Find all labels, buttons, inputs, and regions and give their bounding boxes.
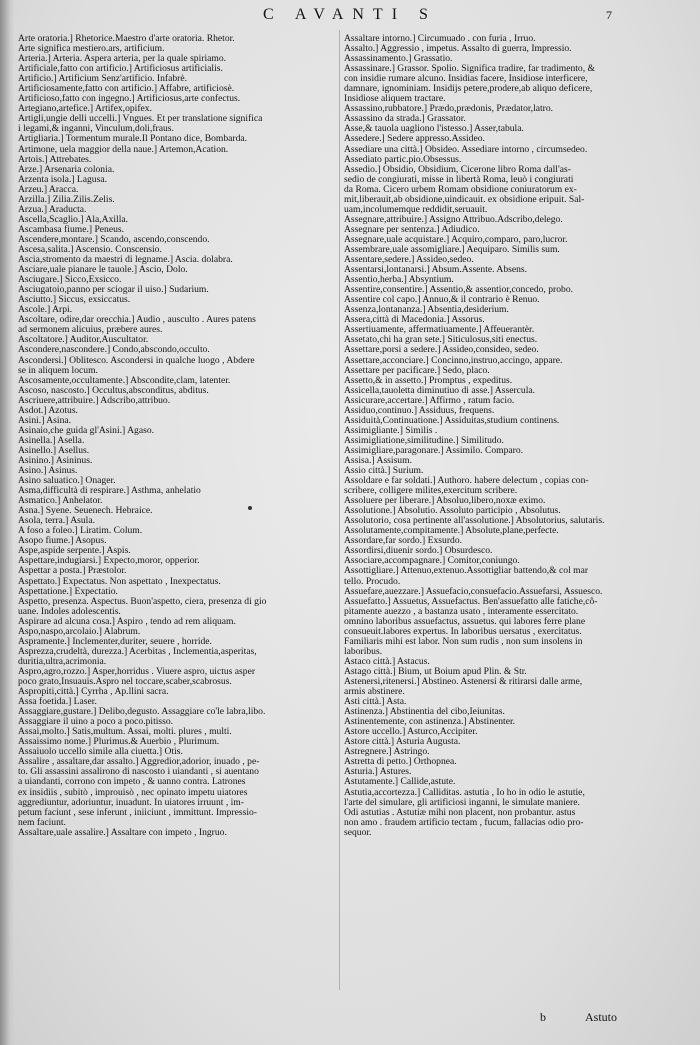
page-number: 7 <box>606 8 612 22</box>
dictionary-entry: Ascendere,montare.] Scando, ascendo,conscendo. <box>18 234 210 245</box>
dictionary-entry: Assentire,consentire.] Assentio,& assentior,concedo, probo. <box>344 285 574 296</box>
dictionary-entry: uane. Indoles adolescentis. <box>18 606 121 617</box>
ink-speck <box>248 506 252 510</box>
dictionary-entry: l'arte del simulare, gli artificiosi inganni, le simulate maniere. <box>344 797 580 808</box>
dictionary-entry: Asturia.] Astures. <box>344 767 412 778</box>
dictionary-entry: consueuit.labores expertus. In laboribus uersatus , exercitatus. <box>344 626 582 637</box>
dictionary-entry: Assediare una città.] Obsideo. Assediare intorno , circumsedeo. <box>344 144 588 155</box>
dictionary-entry: Aspropiti,città.] Cyrrha , Ap.llini sacra. <box>18 687 169 698</box>
dictionary-entry: Assicella,tauoletta diminutiuo di asse.] Assercula. <box>344 385 536 396</box>
dictionary-entry: Artificiosamente,fatto con artificio.] Affabre, artificiosè. <box>18 84 235 95</box>
dictionary-entry: Astutamente.] Callide,astute. <box>344 777 456 788</box>
dictionary-entry: non amo . fraudem artificio tectam , fucum, fallacias odio pro- <box>344 817 584 828</box>
dictionary-entry: Arte significa mestiero.ars, artificium. <box>18 44 165 55</box>
dictionary-entry: Assolutione.] Absolutio. Assoluto participio , Absolutus. <box>344 506 561 517</box>
dictionary-entry: Astenersi,ritenersi.] Abstineo. Astenersi & ritirarsi dalle arme, <box>344 677 583 687</box>
dictionary-entry: Asinino.] Asininus. <box>18 455 93 466</box>
dictionary-entry: Aspe,aspide serpente.] Aspis. <box>18 546 131 557</box>
column-divider <box>339 30 340 990</box>
dictionary-entry: Assio città.] Surium. <box>344 466 424 477</box>
dictionary-entry: Arzilla.] Zilia.Zilis.Zelis. <box>18 194 115 205</box>
dictionary-entry: Artificio.] Artificium Senz'artificio. Infabrè. <box>18 74 188 85</box>
dictionary-entry: Assettare,acconciare.] Concinno,instruo,accingo, appare. <box>344 355 563 366</box>
dictionary-entry: Asciugatoio,panno per sciogar il uiso.] Sudarium. <box>18 285 209 296</box>
dictionary-entry: Assaltare,uale assalire.] Assaltare con impeto , Ingruo. <box>18 827 227 838</box>
dictionary-entry: Assenza,lontananza.] Absentia,desiderium. <box>344 305 509 316</box>
dictionary-entry: Ascriuere,attribuire.] Adscribo,attribuo. <box>18 395 171 406</box>
dictionary-entry: Aspro,agro,rozzo.] Asper,horridus . Viuere aspro, uictus asper <box>18 666 256 677</box>
dictionary-entry: Astutia,accortezza.] Calliditas. astutia , Io ho in odio le astutie, <box>344 787 585 798</box>
dictionary-entry: Asprezza,crudeltà, durezza.] Acerbitas , Inclementia,asperitas, <box>18 646 257 657</box>
dictionary-entry: Artois.] Attrebates. <box>18 154 92 165</box>
dictionary-entry: Assentare,sedere.] Assideo,sedeo. <box>344 255 474 266</box>
dictionary-entry: Asinaio,che guida gl'Asini.] Agaso. <box>18 425 155 436</box>
binding-gutter <box>0 0 14 1045</box>
dictionary-entry: mit,liberauit,ab obsidione,uindicauit. ex obsidione eripuit. Sal- <box>344 194 585 205</box>
dictionary-entry: Asciare,uale pianare le tauole.] Ascio, Dolo. <box>18 265 188 276</box>
dictionary-entry: Assassino,rubbatore.] Prædo,prædonis, Prædator,latro. <box>344 104 554 115</box>
dictionary-entry: damnare, ignominiam. Insidijs petere,prodere,ab aliquo deficere, <box>344 84 593 95</box>
dictionary-entry: aggrediuntur, adoriuntur, inuadunt. In uiatores irruunt , im- <box>18 797 244 808</box>
dictionary-entry: Asna.] Syene. Seuenech. Hebraice. <box>18 506 153 517</box>
dictionary-entry: Asma,difficultà di respirare.] Asthma, anhelatio <box>18 486 201 497</box>
dictionary-entry: Assuefare,auezzare.] Assuefacio,consuefacio.Assuefarsi, Assuesco. <box>344 586 603 597</box>
dictionary-entry: tello. Procudo. <box>344 576 401 587</box>
dictionary-entry: Assaissimo nome.] Plurimus.& Auerbio , Plurimum. <box>18 737 220 748</box>
dictionary-entry: Associare,accompagnare.] Comitor,coniungo. <box>344 556 520 567</box>
dictionary-entry: Aspettatione.] Expectatio. <box>18 586 118 597</box>
dictionary-entry: scribere, colligere milites,exercitum scribere. <box>344 486 518 497</box>
dictionary-entry: Assiduo,continuo.] Assiduus, frequens. <box>344 405 495 416</box>
dictionary-entry: Artimone, uela maggior della naue.] Artemon,Acation. <box>18 144 229 155</box>
dictionary-entry: Astaco città.] Astacus. <box>344 656 430 667</box>
dictionary-entry: Aspramente.] Inclementer,duriter, seuere , horride. <box>18 636 212 647</box>
dictionary-entry: Assordirsi,diuenir sordo.] Obsurdesco. <box>344 546 493 557</box>
dictionary-entry: Artificiale,fatto con artificio.] Artificiosus artificialis. <box>18 64 223 75</box>
dictionary-entry: Assettare,porsi a sedere.] Assideo,consideo, sedeo. <box>344 345 539 356</box>
dictionary-entry: Ascoltatore.] Auditor,Auscultator. <box>18 335 149 346</box>
dictionary-entry: Astinentemente, con astinenza.] Abstinenter. <box>344 717 516 728</box>
dictionary-entry: Assaggiare,gustare.] Delibo,degusto. Assaggiare co'le labra,libo. <box>18 707 266 718</box>
dictionary-entry: Astregnere.] Astringo. <box>344 747 430 758</box>
dictionary-entry: con insidie rumare alcuno. Insidias facere, Insidiose interficere, <box>344 74 588 85</box>
dictionary-entry: pitamente auezzo , a bastanza usato , interamente essercitato. <box>344 606 579 617</box>
dictionary-entry: Assetato,chi ha gran sete.] Siticulosus,siti enectus. <box>344 335 538 346</box>
dictionary-entry: Assimigliante.] Similis . <box>344 425 438 436</box>
dictionary-entry: nem faciunt. <box>18 817 66 828</box>
dictionary-entry: Assa foetida.] Laser. <box>18 697 97 708</box>
dictionary-entry: Assassinare.] Grassor. Spolio. Significa tradire, far tradimento, & <box>344 64 595 75</box>
dictionary-entry: Astinenza.] Abstinentia del cibo,Ieiunitas. <box>344 707 505 718</box>
dictionary-entry: Artigli,ungie delli uccelli.] Vngues. Et per translatione significa <box>18 114 263 125</box>
dictionary-entry: Ascondersi.] Oblitesco. Ascondersi in qualche luogo , Abdere <box>18 355 255 366</box>
dictionary-entry: Aspetto, presenza. Aspectus. Buon'aspetto, ciera, presenza di gio <box>18 596 267 607</box>
dictionary-entry: A foso a foleo.] Liratim. Colum. <box>18 526 143 537</box>
dictionary-entry: Arteria.] Arteria. Aspera arteria, per la quale spiriamo. <box>18 54 227 65</box>
dictionary-entry: Assassino da strada.] Grassator. <box>344 114 466 125</box>
dictionary-entry: Assolutamente,compitamente.] Absolute,plane,perfecte. <box>344 526 559 537</box>
dictionary-entry: Assegnare per sentenza.] Adiudico. <box>344 224 480 235</box>
dictionary-entry: Assedere.] Sedere appresso.Assideo. <box>344 134 485 145</box>
dictionary-entry: Arte oratoria.] Rhetorice.Maestro d'arte oratoria. Rhetor. <box>18 34 235 44</box>
dictionary-entry: Assentire col capo.] Annuo,& il contrario è Renuo. <box>344 295 540 306</box>
dictionary-entry: petum faciunt , sese inferunt , iniiciunt , immittunt. Impressio- <box>18 807 258 818</box>
dictionary-entry: Asino.] Asinus. <box>18 466 78 477</box>
dictionary-entry: Aspirare ad alcuna cosa.] Aspiro , tendo ad rem aliquam. <box>18 616 236 627</box>
dictionary-entry: Ascole.] Arpi. <box>18 305 73 316</box>
dictionary-entry: Assembrare,uale assomigliare.] Aequiparo. Similis sum. <box>344 244 560 255</box>
dictionary-entry: Assimigliatione,similitudine.] Similitudo. <box>344 435 504 446</box>
dictionary-entry: Assisa.] Assisum. <box>344 455 412 466</box>
dictionary-entry: Asdot.] Azotus. <box>18 405 78 416</box>
dictionary-entry: Artigliaria.] Tormentum murale.Il Pontano dice, Bombarda. <box>18 134 248 145</box>
dictionary-entry: Familiaris mihi est labor. Non sum rudis , non sum insolens in <box>344 636 583 647</box>
dictionary-entry: Assertiuamente, affermatiuamente.] Affeuerantèr. <box>344 325 535 336</box>
dictionary-entry: se in aliquem locum. <box>18 365 98 376</box>
dictionary-entry: Asino saluatico.] Onager. <box>18 476 116 487</box>
dictionary-entry: Assalire , assaltare,dar assalto.] Aggredior,adorior, inuado , pe- <box>18 757 260 768</box>
dictionary-entry: Arzua.] Araducta. <box>18 204 87 215</box>
dictionary-entry: Asmatico.] Anhelator. <box>18 496 103 507</box>
dictionary-entry: Assentio,herba.] Absyntium. <box>344 275 454 286</box>
dictionary-entry: Aspettar a posta.] Præstolor. <box>18 566 127 577</box>
signature-mark: b <box>540 1010 546 1024</box>
dictionary-entry: Assimigliare,paragonare.] Assimilo. Comparo. <box>344 445 524 456</box>
dictionary-entry: Asola, terra.] Asula. <box>18 516 95 527</box>
dictionary-entry: Astore città.] Asturia Augusta. <box>344 737 461 748</box>
dictionary-entry: omnino laboribus assuefactus, assuetus. qui labores ferre plane <box>344 616 586 627</box>
dictionary-entry: Aspettare,indugiarsi.] Expecto,moror, opperior. <box>18 556 200 567</box>
dictionary-entry: Astore uccello.] Asturco,Accipiter. <box>344 727 478 738</box>
dictionary-entry: Ascella,Scaglio.] Ala,Axilla. <box>18 214 129 225</box>
dictionary-entry: sedio de congiurati, misse in libertà Roma, leuò i congiurati <box>344 174 574 185</box>
dictionary-entry: Asinella.] Asella. <box>18 435 85 446</box>
page-header <box>0 4 700 30</box>
dictionary-entry: Assottigliare.] Attenuo,extenuo.Assottigliar battendo,& col mar <box>344 566 589 577</box>
dictionary-entry: Arze.] Arsenaria colonia. <box>18 164 115 175</box>
running-head: C AVANTI S <box>263 6 437 23</box>
dictionary-entry: Arzenta isola.] Lagusa. <box>18 174 107 185</box>
dictionary-entry: Odi astutias . Astutiæ mihi non placent, non probantur. astus <box>344 807 576 818</box>
dictionary-entry: Assoluere per liberare.] Absoluo,libero,noxæ eximo. <box>344 496 546 507</box>
dictionary-entry: Asti città.] Asta. <box>344 697 407 708</box>
dictionary-entry: Ascoso, nascosto.] Occultus,absconditus, abditus. <box>18 385 209 396</box>
dictionary-entry: Ascambasa fiume.] Peneus. <box>18 224 125 235</box>
dictionary-entry: Asinello.] Asellus. <box>18 445 90 456</box>
dictionary-entry: Ascosamente,occultamente.] Abscondite,clam, latenter. <box>18 375 231 386</box>
dictionary-entry: Assegnare,attribuire.] Assigno Attribuo.Adscribo,delego. <box>344 214 563 225</box>
dictionary-entry: i legami,& inganni, Vinculum,doli,fraus. <box>18 124 174 135</box>
dictionary-entry: laboribus. <box>344 646 383 657</box>
dictionary-entry: duritia,ultra,acrimonia. <box>18 656 107 667</box>
right-column <box>344 34 678 992</box>
dictionary-entry: Assegnare,uale acquistare.] Acquiro,comparo, paro,lucror. <box>344 234 568 245</box>
dictionary-entry: Assera,città di Macedonia.] Assorus. <box>344 315 485 326</box>
dictionary-entry: uam,incolumemque reddidit,seruauit. <box>344 204 488 215</box>
dictionary-entry: Astago città.] Bium, ut Boium apud Plin. & Str. <box>344 666 527 677</box>
dictionary-entry: Asopo fiume.] Asopus. <box>18 536 107 547</box>
dictionary-entry: Assolutorio, cosa pertinente all'assolutione.] Absolutorius, salutaris. <box>344 516 605 527</box>
dictionary-entry: to. Gli assassini assalirono di nascosto i uiandanti , si auentano <box>18 767 259 778</box>
dictionary-entry: Assicurare,accertare.] Affirmo , ratum facio. <box>344 395 515 406</box>
dictionary-entry: sequor. <box>344 827 372 838</box>
dictionary-entry: Assiduità,Continuatione.] Assiduitas,studium continens. <box>344 415 560 426</box>
dictionary-entry: Assordare,far sordo.] Exsurdo. <box>344 536 463 547</box>
dictionary-entry: Assettare per pacificare.] Sedo, placo. <box>344 365 490 376</box>
dictionary-entry: ad sermonem alicuius, præbere aures. <box>18 325 163 336</box>
dictionary-entry: Asse,& tauola uagliono l'istesso.] Asser,tabula. <box>344 124 524 135</box>
dictionary-entry: Assaltare intorno.] Circumuado . con furia , Irruo. <box>344 34 536 44</box>
dictionary-entry: ex insidiis , subitò , improuisò , nec opinato impetu uiatores <box>18 787 248 798</box>
dictionary-entry: Ascia,stromento da maestri di legname.] Ascia. dolabra. <box>18 255 233 266</box>
dictionary-entry: Assassinamento.] Grassatio. <box>344 54 453 65</box>
dictionary-entry: Assentarsi,lontanarsi.] Absum.Assente. Absens. <box>344 265 528 276</box>
dictionary-entry: da Roma. Cicero urbem Romam obsidione coniuratorum ex- <box>344 184 577 195</box>
dictionary-entry: Insidiose aliquem tractare. <box>344 94 446 105</box>
dictionary-entry: Asini.] Asina. <box>18 415 72 426</box>
dictionary-entry: Assai,molto.] Satis,multum. Assai, molti. plures , multi. <box>18 727 232 738</box>
dictionary-entry: Assoldare e far soldati.] Authoro. habere delectum , copias con- <box>344 476 589 487</box>
dictionary-entry: Artificioso,fatto con ingegno.] Artificiosus,arte confectus. <box>18 94 241 105</box>
dictionary-entry: Ascoltare, odire,dar orecchia.] Audio , ausculto . Aures patens <box>18 315 256 326</box>
dictionary-entry: a uiandanti, corrono con impeto , & uanno contra. Latrones <box>18 777 246 788</box>
dictionary-entry: Assalto.] Aggressio , impetus. Assalto di guerra, Impressio. <box>344 44 572 55</box>
dictionary-entry: Astretta di petto.] Orthopnea. <box>344 757 457 768</box>
dictionary-entry: poco grato,Insuauis.Aspro nel toccare,scaber,scabrosus. <box>18 677 232 687</box>
dictionary-entry: Ascondere,nascondere.] Condo,abscondo,occulto. <box>18 345 210 356</box>
dictionary-entry: Assediato partic.pio.Obsessus. <box>344 154 462 165</box>
dictionary-entry: Assetto,& in assetto.] Promptus , expeditus. <box>344 375 513 386</box>
dictionary-entry: Asciutto.] Siccus, exsiccatus. <box>18 295 131 306</box>
dictionary-entry: Aspettato.] Expectatus. Non aspettato , Inexpectatus. <box>18 576 221 587</box>
dictionary-entry: Artegiano,artefice.] Artifex,opifex. <box>18 104 152 115</box>
dictionary-entry: Assaggiare il uino a poco a poco.pitisso. <box>18 717 174 728</box>
dictionary-entry: Asciugare.] Sicco,Exsicco. <box>18 275 122 286</box>
dictionary-entry: Assuefatto.] Assuetus, Assuefactus. Ben'assuefatto alle fatiche,cô- <box>344 596 598 607</box>
dictionary-entry: Arzeu.] Aracca. <box>18 184 79 195</box>
catchword: Astuto <box>585 1010 618 1024</box>
dictionary-entry: armis abstinere. <box>344 687 405 698</box>
dictionary-entry: Assaiuolo uccello simile alla ciuetta.] Otis. <box>18 747 183 758</box>
left-column <box>18 34 340 992</box>
dictionary-entry: Aspo,naspo,arcolaio.] Alabrum. <box>18 626 141 637</box>
dictionary-entry: Assedio.] Obsidio, Obsidium, Cicerone libro Roma dall'as- <box>344 164 571 175</box>
dictionary-entry: Ascesa,salita.] Ascensio. Conscensio. <box>18 244 162 255</box>
